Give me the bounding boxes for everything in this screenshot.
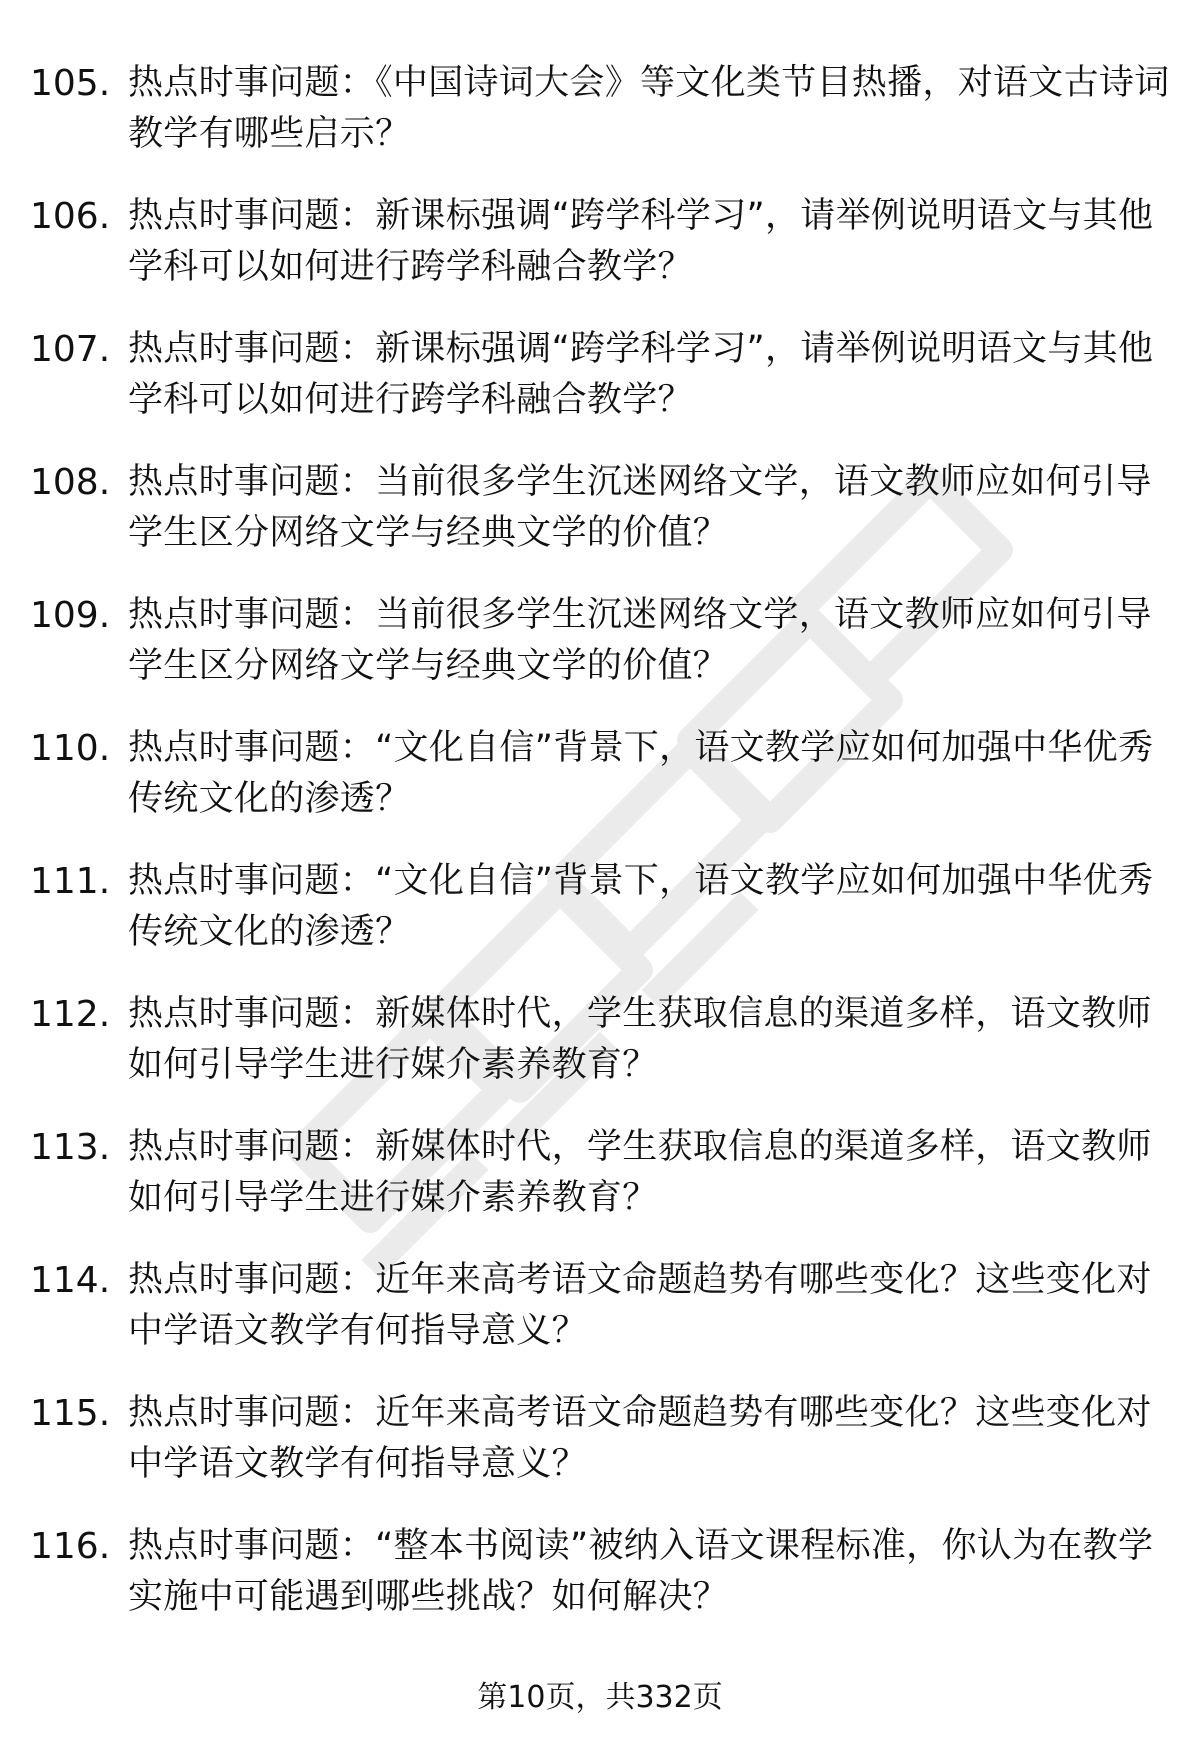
question-number: 107. bbox=[30, 329, 111, 370]
question-text: 热点时事问题：新课标强调“跨学科学习”，请举例说明语文与其他学科可以如何进行跨学科融合教学？ bbox=[128, 196, 1154, 287]
list-item bbox=[30, 457, 1170, 590]
page-footer: 第10页，共332页 bbox=[477, 1680, 723, 1715]
question-number: 105. bbox=[30, 63, 111, 104]
question-number: 114. bbox=[30, 1260, 111, 1301]
question-text: 热点时事问题：当前很多学生沉迷网络文学，语文教师应如何引导学生区分网络文学与经典文学的价值？ bbox=[128, 462, 1152, 553]
question-number: 116. bbox=[30, 1526, 111, 1567]
question-number: 115. bbox=[30, 1393, 111, 1434]
list-item bbox=[30, 58, 1170, 191]
list-item bbox=[30, 1521, 1170, 1654]
question-list bbox=[30, 58, 1170, 1654]
question-text: 热点时事问题：新媒体时代，学生获取信息的渠道多样，语文教师如何引导学生进行媒介素养教育？ bbox=[128, 1127, 1152, 1218]
list-item bbox=[30, 590, 1170, 723]
list-item bbox=[30, 989, 1170, 1122]
question-number: 112. bbox=[30, 994, 111, 1035]
list-item bbox=[30, 1255, 1170, 1388]
question-text: 热点时事问题：近年来高考语文命题趋势有哪些变化？这些变化对中学语文教学有何指导意义？ bbox=[128, 1260, 1152, 1351]
question-text: 热点时事问题：“文化自信”背景下，语文教学应如何加强中华优秀传统文化的渗透？ bbox=[128, 861, 1154, 952]
list-item bbox=[30, 1388, 1170, 1521]
question-number: 111. bbox=[30, 861, 111, 902]
question-number: 113. bbox=[30, 1127, 111, 1168]
question-number: 108. bbox=[30, 462, 111, 503]
question-text: 热点时事问题：“整本书阅读”被纳入语文课程标准，你认为在教学实施中可能遇到哪些挑战？如何解决？ bbox=[128, 1526, 1154, 1617]
list-item bbox=[30, 191, 1170, 324]
list-item bbox=[30, 856, 1170, 989]
question-text: 热点时事问题：近年来高考语文命题趋势有哪些变化？这些变化对中学语文教学有何指导意义？ bbox=[128, 1393, 1152, 1484]
question-number: 106. bbox=[30, 196, 111, 237]
list-item bbox=[30, 1122, 1170, 1255]
question-number: 109. bbox=[30, 595, 111, 636]
list-item bbox=[30, 723, 1170, 856]
list-item bbox=[30, 324, 1170, 457]
question-text: 热点时事问题：新课标强调“跨学科学习”，请举例说明语文与其他学科可以如何进行跨学科融合教学？ bbox=[128, 329, 1154, 420]
question-text: 热点时事问题：当前很多学生沉迷网络文学，语文教师应如何引导学生区分网络文学与经典文学的价值？ bbox=[128, 595, 1152, 686]
question-text: 热点时事问题：“文化自信”背景下，语文教学应如何加强中华优秀传统文化的渗透？ bbox=[128, 728, 1154, 819]
question-text: 热点时事问题：《中国诗词大会》等文化类节目热播，对语文古诗词教学有哪些启示？ bbox=[128, 63, 1170, 154]
question-number: 110. bbox=[30, 728, 111, 769]
question-text: 热点时事问题：新媒体时代，学生获取信息的渠道多样，语文教师如何引导学生进行媒介素养教育？ bbox=[128, 994, 1152, 1085]
